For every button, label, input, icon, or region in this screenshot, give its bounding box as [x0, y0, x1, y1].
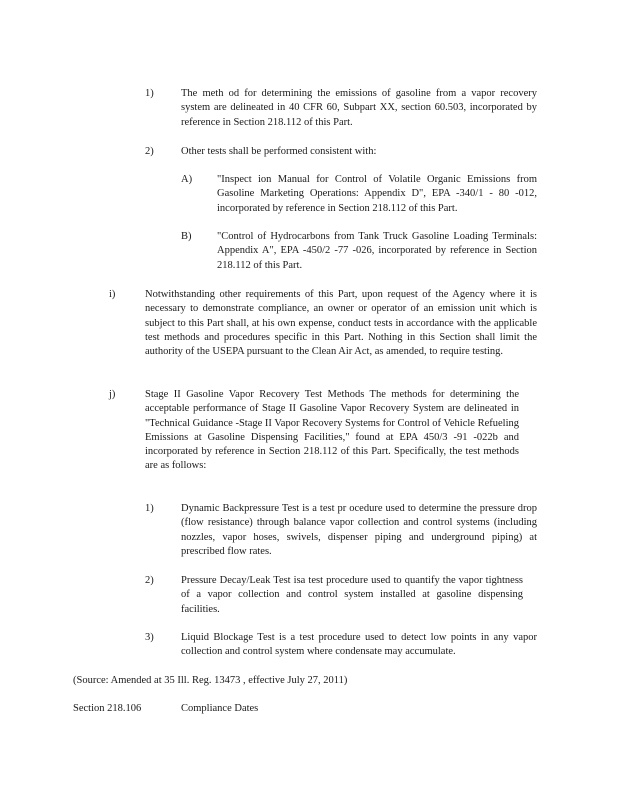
- section-number: Section 218.106: [73, 703, 142, 714]
- item-label: A): [181, 174, 193, 185]
- item-label: 3): [145, 632, 154, 643]
- item-label: j): [109, 389, 116, 400]
- item-label: 2): [145, 575, 154, 586]
- item-label: i): [109, 289, 116, 300]
- item-text: Dynamic Backpressure Test is a test pr ocedure used to determine the pressure drop (flow resistance) through balance vapor collection and control systems (including nozzles, vapor hoses, swivels, dispenser piping and underground piping) at prescribed flow rates.: [181, 503, 537, 557]
- item-label: 1): [145, 88, 154, 99]
- item-label: 1): [145, 503, 154, 514]
- item-text: Liquid Blockage Test is a test procedure used to detect low points in any vapor collection and control system where condensate may accumulate.: [181, 632, 537, 658]
- item-text: "Control of Hydrocarbons from Tank Truck Gasoline Loading Terminals: Appendix A", EPA -450/2 -77 -026, incorporated by reference in Section 218.112 of this Part.: [217, 231, 537, 271]
- item-text: The meth od for determining the emissions of gasoline from a vapor recovery system are delineated in 40 CFR 60, Subpart XX, section 60.503, incorporated by reference in Section 218.112 of this Part.: [181, 88, 537, 128]
- item-text: Stage II Gasoline Vapor Recovery Test Methods The methods for determining the acceptable performance of Stage II Gasoline Vapor Recovery System are delineated in "Technical Guidance -Stage II Vapor Recovery Systems for Control of Vehicle Refueling Emissions at Gasoline Dispensing Facilities," found at EPA 450/3 -91 -022b and incorporated by reference in Section 218.112 of this Part. Specifically, the test methods are as follows:: [145, 389, 519, 472]
- section-title: Compliance Dates: [181, 703, 259, 714]
- item-text: Pressure Decay/Leak Test isa test procedure used to quantify the vapor tightness of a vapor collection and control system installed at gasoline dispensing facilities.: [181, 575, 523, 615]
- item-text: Other tests shall be performed consistent with:: [181, 146, 377, 157]
- item-label: B): [181, 231, 192, 242]
- item-label: 2): [145, 146, 154, 157]
- item-text: "Inspect ion Manual for Control of Volatile Organic Emissions from Gasoline Marketing Operations: Appendix D", EPA -340/1 - 80 -012, incorporated by reference in Section 218.112 of this Part.: [217, 174, 537, 214]
- source-note: (Source: Amended at 35 Ill. Reg. 13473 , effective July 27, 2011): [73, 675, 348, 686]
- item-text: Notwithstanding other requirements of this Part, upon request of the Agency where it is necessary to demonstrate compliance, an owner or operator of an emission unit which is subject to this Part shall, at his own expense, conduct tests in accordance with the applicable test methods and procedures specific in this Part. Nothing in this Section shall limit the authority of the USEPA pursuant to the Clean Air Act, as amended, to require testing.: [145, 289, 537, 358]
